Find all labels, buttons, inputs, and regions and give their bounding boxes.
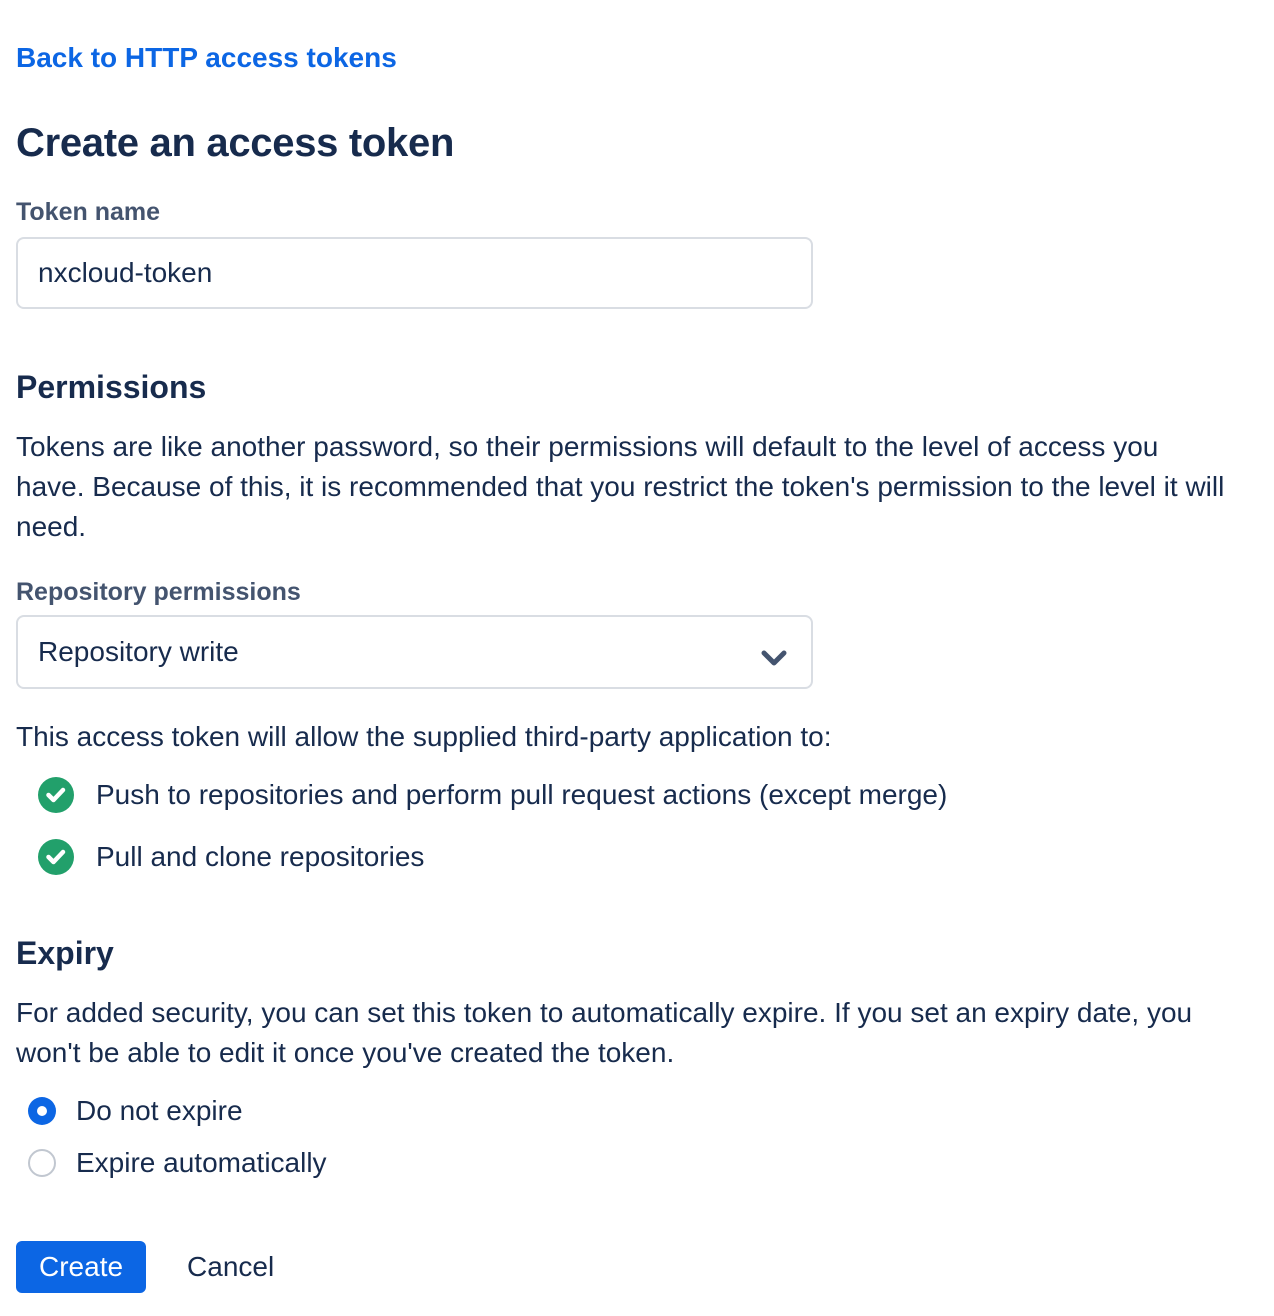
radio-selected-icon[interactable] (28, 1097, 56, 1125)
permissions-description: Tokens are like another password, so their permissions will default to the level of access you have. Because of this, it is recommended that you restrict the token's permission to the level it will need. (16, 431, 1225, 542)
capability-label: Push to repositories and perform pull request actions (except merge) (96, 779, 948, 810)
create-button[interactable]: Create (16, 1241, 146, 1293)
radio-unselected-icon[interactable] (28, 1149, 56, 1177)
capability-label: Pull and clone repositories (96, 841, 425, 872)
chevron-down-icon (761, 643, 787, 661)
token-name-label: Token name (16, 198, 161, 226)
check-circle-icon (38, 777, 74, 813)
radio-option-do-not-expire[interactable] (28, 1095, 1258, 1127)
list-item (38, 777, 1258, 813)
permissions-heading: Permissions (16, 369, 207, 405)
radio-option-expire-automatically[interactable] (28, 1147, 1258, 1179)
check-circle-icon (38, 839, 74, 875)
token-capabilities-list (16, 777, 1258, 875)
radio-option-label: Expire automatically (76, 1147, 327, 1178)
expiry-radio-group (16, 1095, 1258, 1179)
token-allows-intro: This access token will allow the supplied third-party application to: (16, 721, 832, 752)
repository-permissions-select[interactable] (16, 615, 813, 689)
page-title: Create an access token (16, 121, 455, 165)
repository-permissions-label: Repository permissions (16, 578, 301, 606)
cancel-button[interactable]: Cancel (167, 1241, 294, 1293)
back-to-http-access-tokens-link[interactable]: Back to HTTP access tokens (16, 42, 397, 73)
radio-option-label: Do not expire (76, 1095, 243, 1126)
list-item (38, 839, 1258, 875)
repository-permissions-selected-value: Repository write (38, 636, 239, 667)
expiry-heading: Expiry (16, 935, 114, 971)
form-actions (16, 1241, 1258, 1293)
token-name-input[interactable] (16, 237, 813, 309)
expiry-description: For added security, you can set this token to automatically expire. If you set an expiry date, you won't be able to edit it once you've created the token. (16, 997, 1193, 1068)
